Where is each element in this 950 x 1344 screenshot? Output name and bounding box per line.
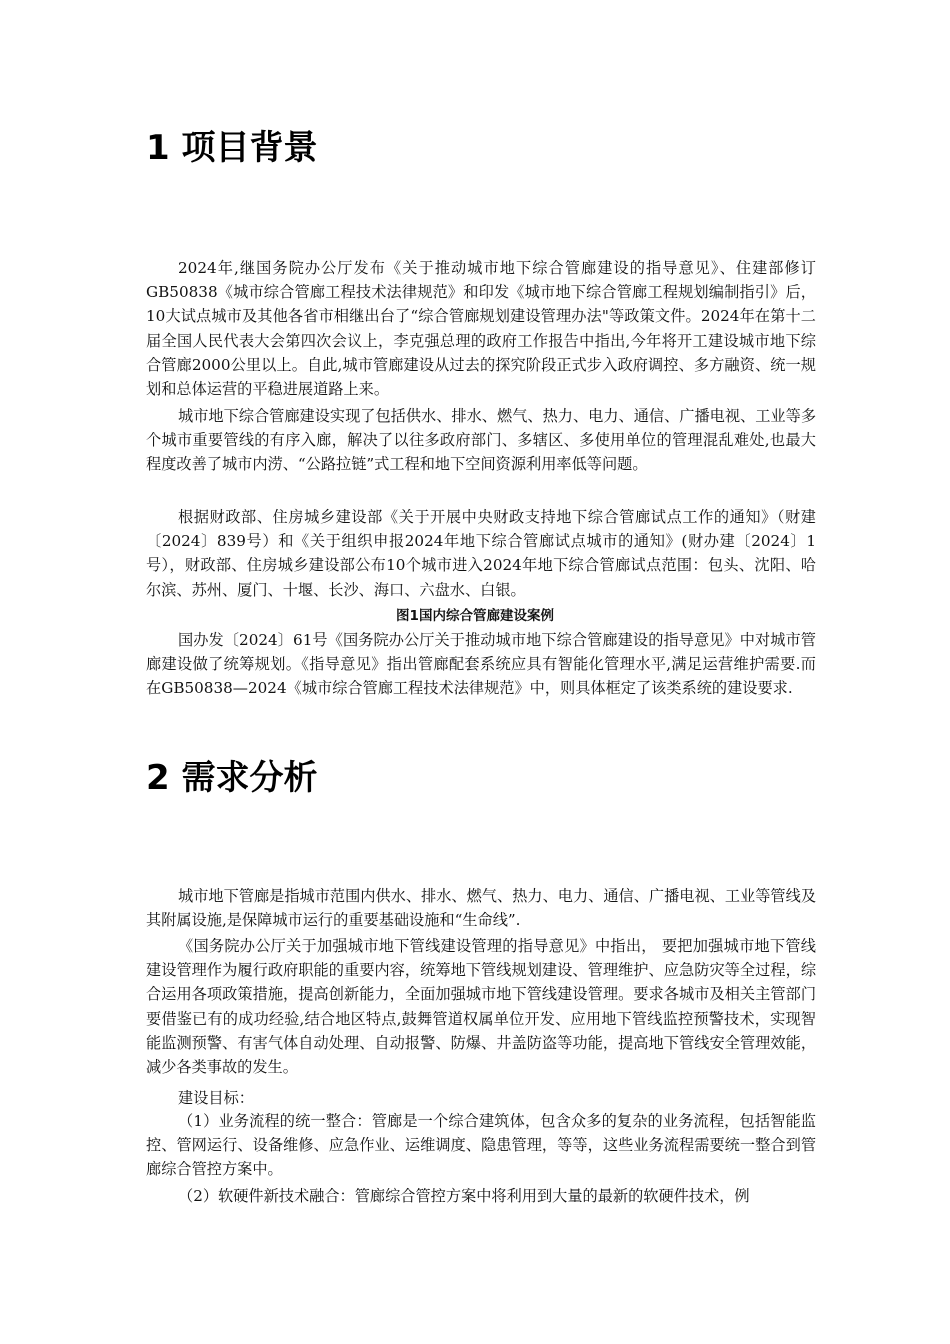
figure-caption: 图1国内综合管廊建设案例: [396, 608, 554, 624]
section-1-paragraph-2: 城市地下综合管廊建设实现了包括供水、排水、燃气、热力、电力、通信、广播电视、工业等多个城市重要管线的有序入廊，解决了以往多政府部门、多辖区、多使用单位的管理混乱难处,也最大程度改善了城市内涝、“公路拉链”式工程和地下空间资源利用率低等问题。: [146, 407, 816, 474]
section-2-paragraph-1: 城市地下管廊是指城市范围内供水、排水、燃气、热力、电力、通信、广播电视、工业等管线及其附属设施,是保障城市运行的重要基础设施和“生命线”.: [146, 887, 816, 930]
goal-item-2: （2）软硬件新技术融合：管廊综合管控方案中将利用到大量的最新的软硬件技术，例: [178, 1187, 750, 1205]
section-2-paragraph-2: 《国务院办公厅关于加强城市地下管线建设管理的指导意见》中指出， 要把加强城市地下管线建设管理作为履行政府职能的重要内容，统筹地下管线规划建设、管理维护、应急防灾等全过程，综合运用各项政策措施，提高创新能力，全面加强城市地下管线建设管理。要求各城市及相关主管部门要借鉴已有的成功经验,结合地区特点,鼓舞管道权属单位开发、应用地下管线监控预警技术，实现智能监测预警、有害气体自动处理、自动报警、防爆、井盖防盗等功能，提高地下管线安全管理效能，减少各类事故的发生。: [146, 937, 816, 1077]
goal-item-1: （1）业务流程的统一整合：管廊是一个综合建筑体，包含众多的复杂的业务流程，包括智能监控、管网运行、设备维修、应急作业、运维调度、隐患管理，等等，这些业务流程需要统一整合到管廊综合管控方案中。: [146, 1112, 816, 1179]
section-1-paragraph-3: 根据财政部、住房城乡建设部《关于开展中央财政支持地下综合管廊试点工作的通知》（财建〔2024〕839号）和《关于组织申报2024年地下综合管廊试点城市的通知》(财办建〔2024〕1号），财政部、住房城乡建设部公布10个城市进入2024年地下综合管廊试点范围：包头、沈阳、哈尔滨、苏州、厦门、十堰、长沙、海口、六盘水、白银。: [146, 508, 816, 599]
section-2-heading: 2 需求分析: [146, 758, 318, 798]
section-1-heading: 1 项目背景: [146, 128, 318, 168]
section-1-paragraph-4: 国办发〔2024〕61号《国务院办公厅关于推动城市地下综合管廊建设的指导意见》中对城市管廊建设做了统筹规划。《指导意见》指出管廊配套系统应具有智能化管理水平,满足运营维护需要.而在GB50838—2024《城市综合管廊工程技术法律规范》中，则具体框定了该类系统的建设要求.: [146, 631, 816, 698]
construction-goals-label: 建设目标：: [178, 1089, 254, 1107]
section-1-paragraph-1: 2024年,继国务院办公厅发布《关于推动城市地下综合管廊建设的指导意见》、住建部修订GB50838《城市综合管廊工程技术法律规范》和印发《城市地下综合管廊工程规划编制指引》后，10大试点城市及其他各省市相继出台了“综合管廊规划建设管理办法"等政策文件。2024年在第十二届全国人民代表大会第四次会议上，李克强总理的政府工作报告中指出,今年将开工建设城市地下综合管廊2000公里以上。自此,城市管廊建设从过去的探究阶段正式步入政府调控、多方融资、统一规划和总体运营的平稳进展道路上来。: [146, 259, 816, 399]
